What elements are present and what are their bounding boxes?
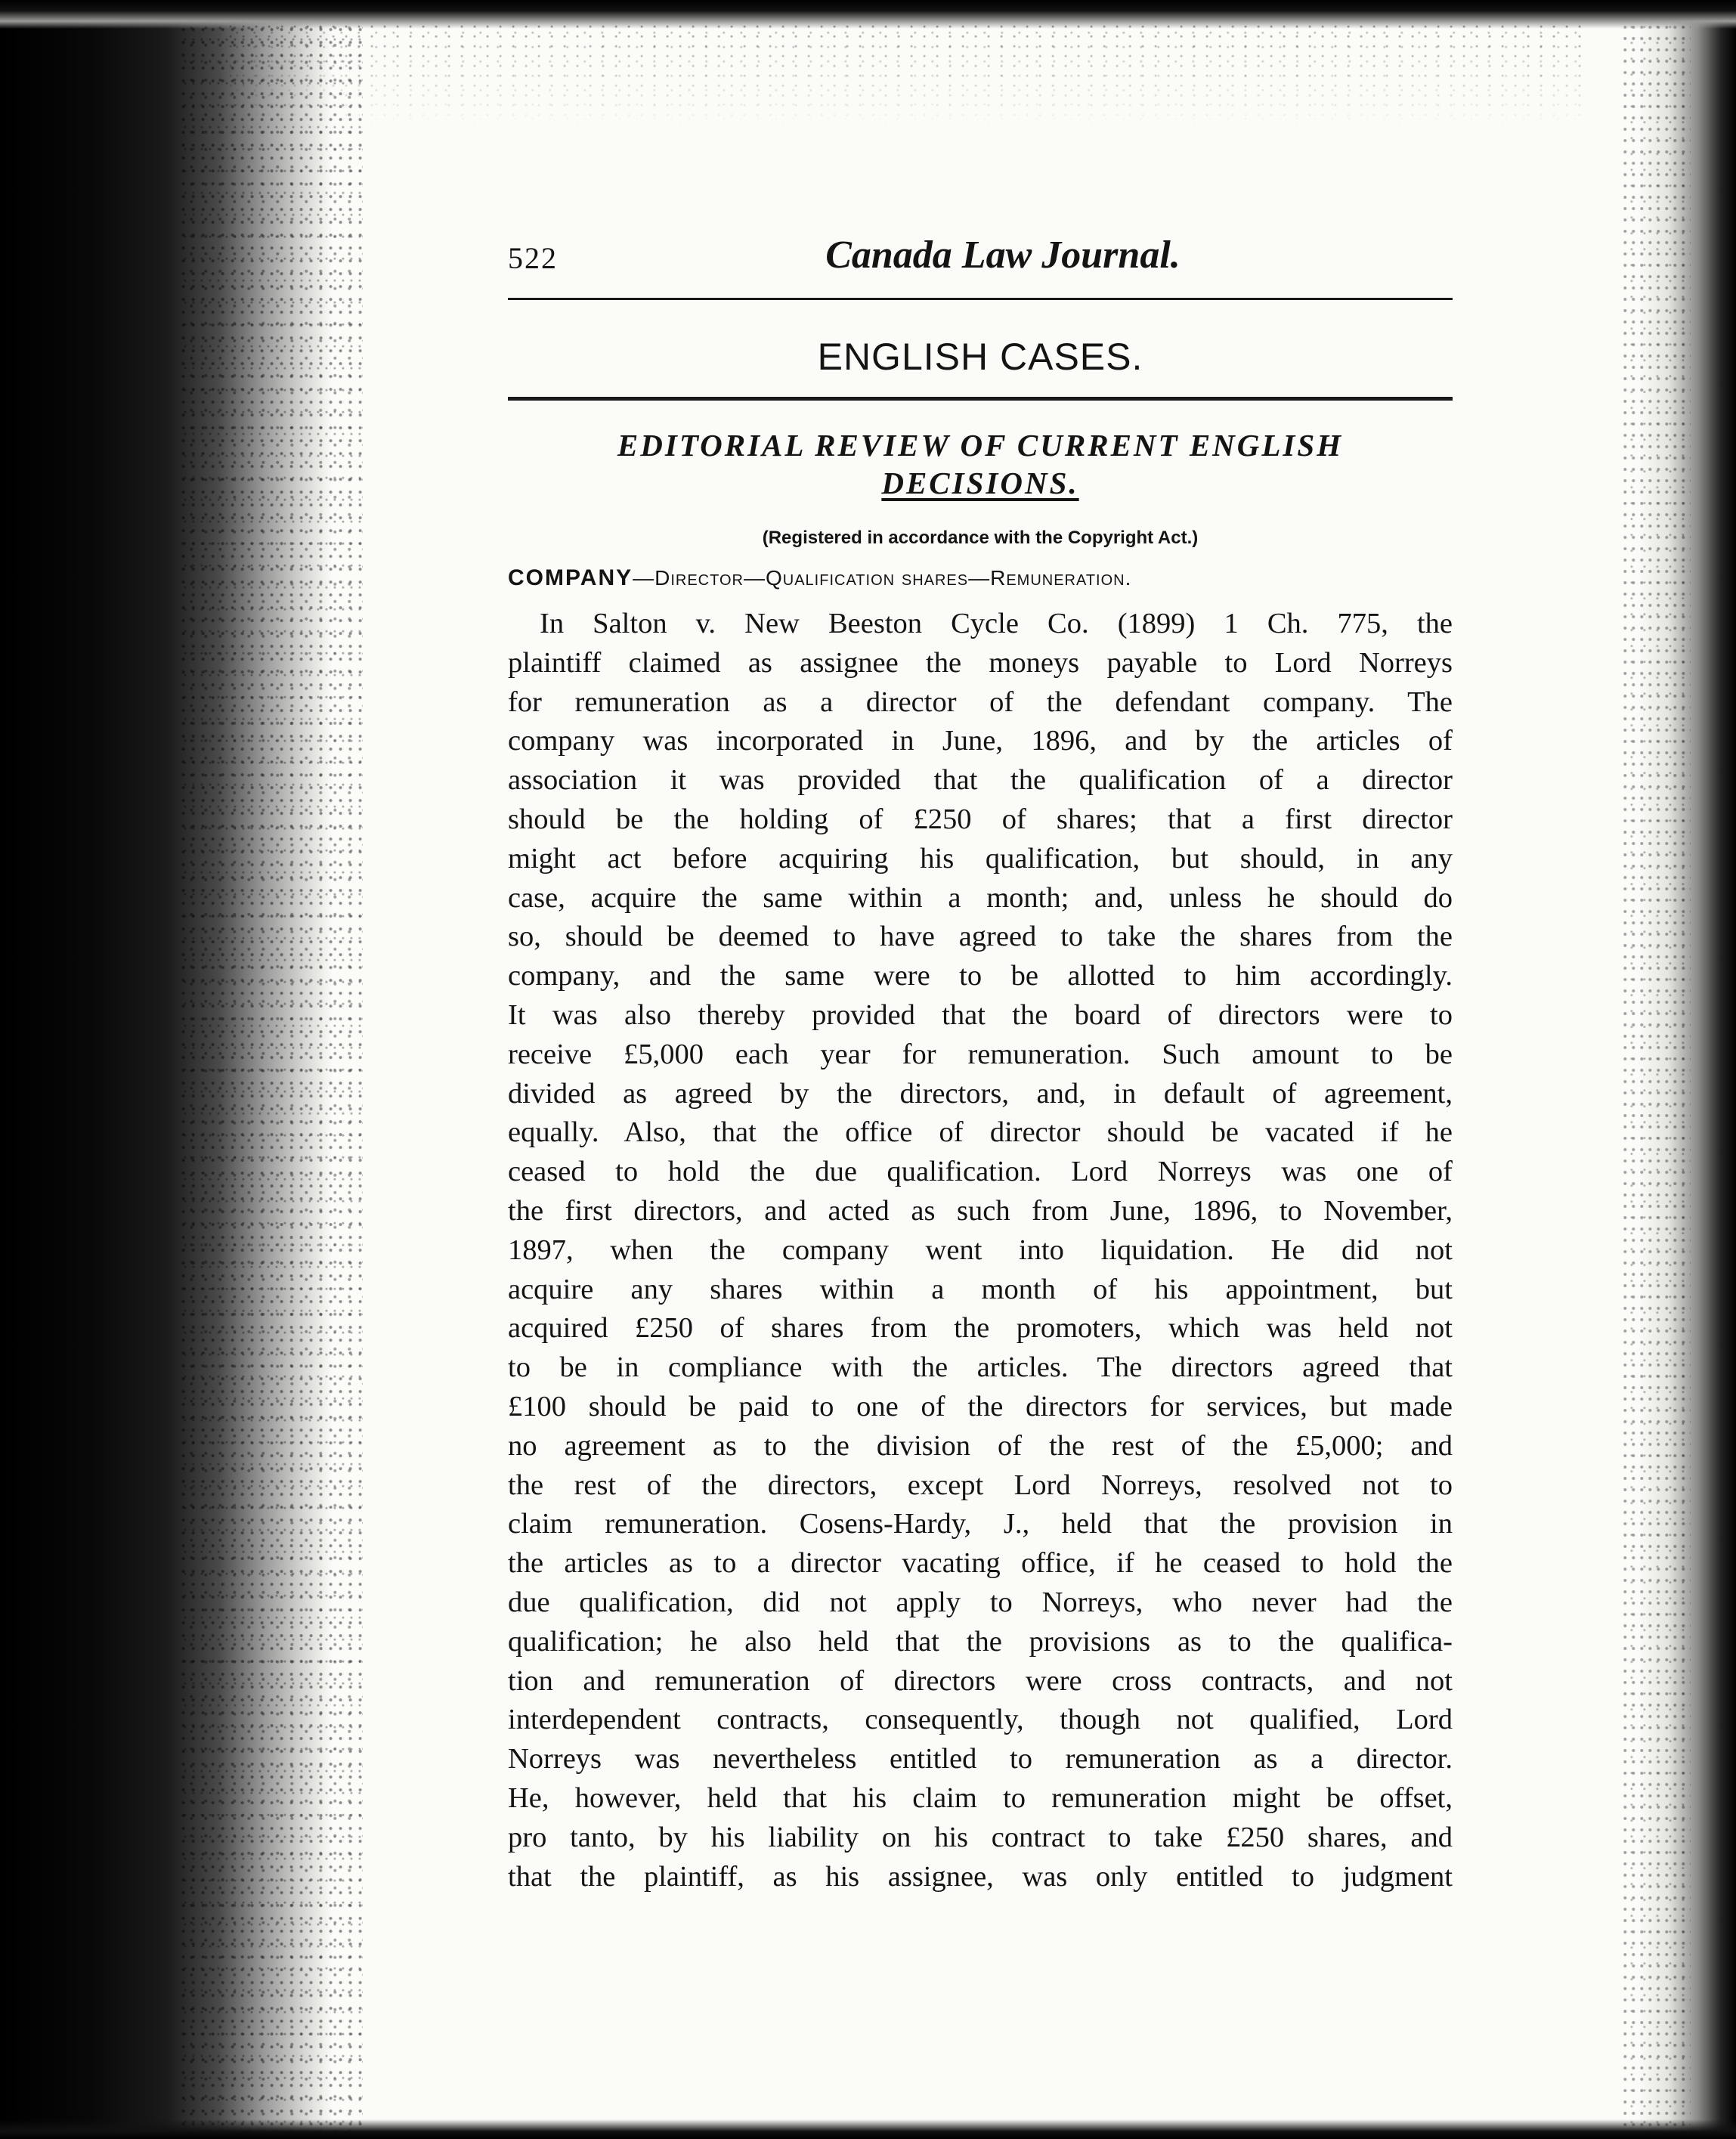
copyright-note: (Registered in accordance with the Copyright Act.) (762, 528, 1199, 548)
editorial-heading-line-2: DECISIONS. (881, 466, 1079, 500)
body-line: company, and the same were to be allotted to him accordingly. (508, 960, 1453, 992)
journal-title: Canada Law Journal. (825, 234, 1181, 277)
bottom-edge-shadow (0, 2119, 1736, 2139)
body-line: so, should be deemed to have agreed to take the shares from the (508, 921, 1453, 953)
page-number: 522 (508, 241, 558, 275)
body-line: acquire any shares within a month of his appointment, but (508, 1273, 1453, 1305)
body-line: pro tanto, by his liability on his contract to take £250 shares, and (508, 1821, 1453, 1853)
body-line: the first directors, and acted as such from June, 1896, to November, (508, 1194, 1453, 1227)
body-line: the articles as to a director vacating office, if he ceased to hold the (508, 1547, 1453, 1580)
running-head (508, 227, 1453, 287)
body-line: receive £5,000 each year for remuneration. Such amount to be (508, 1038, 1453, 1070)
body-line: qualification; he also held that the provisions as to the qualifica- (508, 1625, 1453, 1658)
body-line: claim remuneration. Cosens-Hardy, J., held that the provision in (508, 1508, 1453, 1540)
body-line: case, acquire the same within a month; and, unless he should do (508, 881, 1453, 914)
body-line: for remuneration as a director of the defendant company. The (508, 686, 1453, 718)
header-rule (508, 298, 1453, 300)
editorial-heading-line-1: EDITORIAL REVIEW OF CURRENT ENGLISH (617, 428, 1344, 463)
section-rule (508, 397, 1453, 401)
body-line: equally. Also, that the office of director should be vacated if he (508, 1116, 1453, 1149)
right-edge-noise (1623, 0, 1691, 2139)
case-body (508, 605, 1453, 1896)
section-title: ENGLISH CASES. (817, 336, 1143, 378)
body-line: £100 should be paid to one of the directors for services, but made (508, 1390, 1453, 1422)
body-line: the rest of the directors, except Lord Norreys, resolved not to (508, 1469, 1453, 1501)
body-line: He, however, held that his claim to remuneration might be offset, (508, 1781, 1453, 1814)
body-line: In Salton v. New Beeston Cycle Co. (1899) 1 Ch. 775, the (540, 608, 1453, 639)
body-line: plaintiff claimed as assignee the moneys payable to Lord Norreys (508, 646, 1453, 679)
body-line: association it was provided that the qualification of a director (508, 764, 1453, 797)
body-line: that the plaintiff, as his assignee, was only entitled to judgment (508, 1860, 1453, 1893)
body-line: It was also thereby provided that the board of directors were to (508, 998, 1453, 1031)
gutter-noise (181, 0, 363, 2139)
body-line: Norreys was nevertheless entitled to remuneration as a director. (508, 1743, 1453, 1775)
body-line: should be the holding of £250 of shares; that a first director (508, 803, 1453, 835)
body-line: divided as agreed by the directors, and, in default of agreement, (508, 1077, 1453, 1110)
subject-topics: —Director—Qualification shares—Remuneration. (633, 566, 1132, 590)
body-line: to be in compliance with the articles. The directors agreed that (508, 1351, 1453, 1384)
body-line: 1897, when the company went into liquidation. He did not (508, 1234, 1453, 1266)
body-line: no agreement as to the division of the rest of the £5,000; and (508, 1429, 1453, 1462)
body-line: might act before acquiring his qualification, but should, in any (508, 842, 1453, 874)
body-line: acquired £250 of shares from the promoters, which was held not (508, 1312, 1453, 1345)
subject-line (508, 565, 1453, 591)
top-edge-noise (227, 23, 1587, 128)
body-line: interdependent contracts, consequently, though not qualified, Lord (508, 1704, 1453, 1736)
body-line: tion and remuneration of directors were cross contracts, and not (508, 1664, 1453, 1697)
editorial-heading (508, 426, 1453, 502)
body-line: company was incorporated in June, 1896, and by the articles of (508, 725, 1453, 757)
page-content (508, 227, 1453, 1896)
body-line: due qualification, did not apply to Norreys, who never had the (508, 1586, 1453, 1618)
body-line: ceased to hold the due qualification. Lord Norreys was one of (508, 1156, 1453, 1188)
subject-keyword: COMPANY (508, 565, 633, 590)
